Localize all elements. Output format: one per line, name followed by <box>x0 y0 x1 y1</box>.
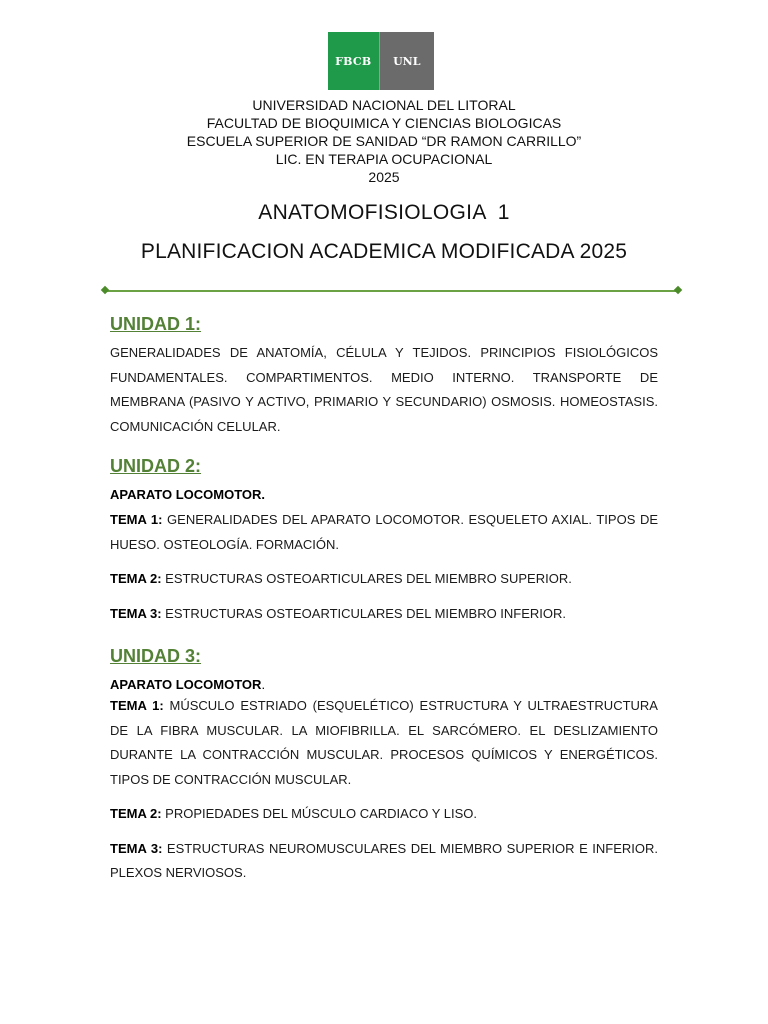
tema-label: TEMA 3: <box>110 605 162 621</box>
tema-label: TEMA 1: <box>110 698 164 713</box>
plan-title: PLANIFICACION ACADEMICA MODIFICADA 2025 <box>140 240 628 263</box>
unit-1-section <box>110 314 658 439</box>
tema-text: PROPIEDADES DEL MÚSCULO CARDIACO Y LISO. <box>161 806 477 821</box>
tema-label: TEMA 2: <box>110 806 162 821</box>
unit-2-section <box>110 456 658 626</box>
header-year: 2025 <box>368 169 400 185</box>
header-career: LIC. EN TERAPIA OCUPACIONAL <box>275 151 493 167</box>
unit-2-subtitle: APARATO LOCOMOTOR. <box>110 487 266 502</box>
section-divider <box>104 290 680 292</box>
unit-3-tema-2 <box>110 802 658 827</box>
header-school: ESCUELA SUPERIOR DE SANIDAD “DR RAMON CARRILLO” <box>186 133 582 149</box>
unit-2-tema-3 <box>110 602 658 627</box>
subject-title: ANATOMOFISIOLOGIA 1 <box>258 201 510 224</box>
divider-left-diamond-icon <box>101 286 109 294</box>
unit-2-tema-2 <box>110 567 658 592</box>
unit-3-tema-1 <box>110 694 658 792</box>
unit-3-heading: UNIDAD 3: <box>110 646 202 666</box>
tema-text: ESTRUCTURAS OSTEOARTICULARES DEL MIEMBRO INFERIOR. <box>161 605 567 621</box>
tema-label: TEMA 1: <box>110 512 163 527</box>
institution-header <box>0 96 768 186</box>
tema-text: GENERALIDADES DEL APARATO LOCOMOTOR. ESQUELETO AXIAL. TIPOS DE HUESO. OSTEOLOGÍA. FORMACIÓN. <box>110 512 658 552</box>
unit-3-subtitle <box>110 677 658 692</box>
divider-right-diamond-icon <box>674 286 682 294</box>
unit-3-tema-3 <box>110 837 658 886</box>
unit-2-tema-1 <box>110 508 658 557</box>
unit-1-heading: UNIDAD 1: <box>110 314 202 334</box>
logo-fbcb: FBCB <box>328 32 379 90</box>
header-faculty: FACULTAD DE BIOQUIMICA Y CIENCIAS BIOLOGICAS <box>206 115 562 131</box>
logo-unl: UNL <box>379 32 434 90</box>
tema-text: ESTRUCTURAS NEUROMUSCULARES DEL MIEMBRO SUPERIOR E INFERIOR. PLEXOS NERVIOSOS. <box>110 840 658 880</box>
unit-2-heading: UNIDAD 2: <box>110 456 202 476</box>
tema-text: MÚSCULO ESTRIADO (ESQUELÉTICO) ESTRUCTURA Y ULTRAESTRUCTURA DE LA FIBRA MUSCULAR. LA MIOFIBRILLA. EL SARCÓMERO. EL DESLIZAMIENTO DURANTE LA CONTRACCIÓN MUSCULAR. PROCESOS QUÍMICOS Y ENERGÉTICOS. TIPOS DE CONTRACCIÓN MUSCULAR. <box>110 698 658 787</box>
unit-3-section <box>110 646 658 886</box>
subtitle-suffix: . <box>261 677 266 692</box>
fbcb-unl-logo <box>328 32 434 90</box>
tema-label: TEMA 3: <box>110 840 163 856</box>
subtitle-text: APARATO LOCOMOTOR <box>110 677 262 692</box>
header-university: UNIVERSIDAD NACIONAL DEL LITORAL <box>252 97 516 113</box>
tema-label: TEMA 2: <box>110 571 162 586</box>
tema-text: ESTRUCTURAS OSTEOARTICULARES DEL MIEMBRO SUPERIOR. <box>161 571 572 586</box>
unit-1-text: GENERALIDADES DE ANATOMÍA, CÉLULA Y TEJIDOS. PRINCIPIOS FISIOLÓGICOS FUNDAMENTALES. COMPARTIMENTOS. MEDIO INTERNO. TRANSPORTE DE MEMBRANA (PASIVO Y ACTIVO, PRIMARIO Y SECUNDARIO) OSMOSIS. HOMEOSTASIS. COMUNICACIÓN CELULAR. <box>110 345 658 434</box>
